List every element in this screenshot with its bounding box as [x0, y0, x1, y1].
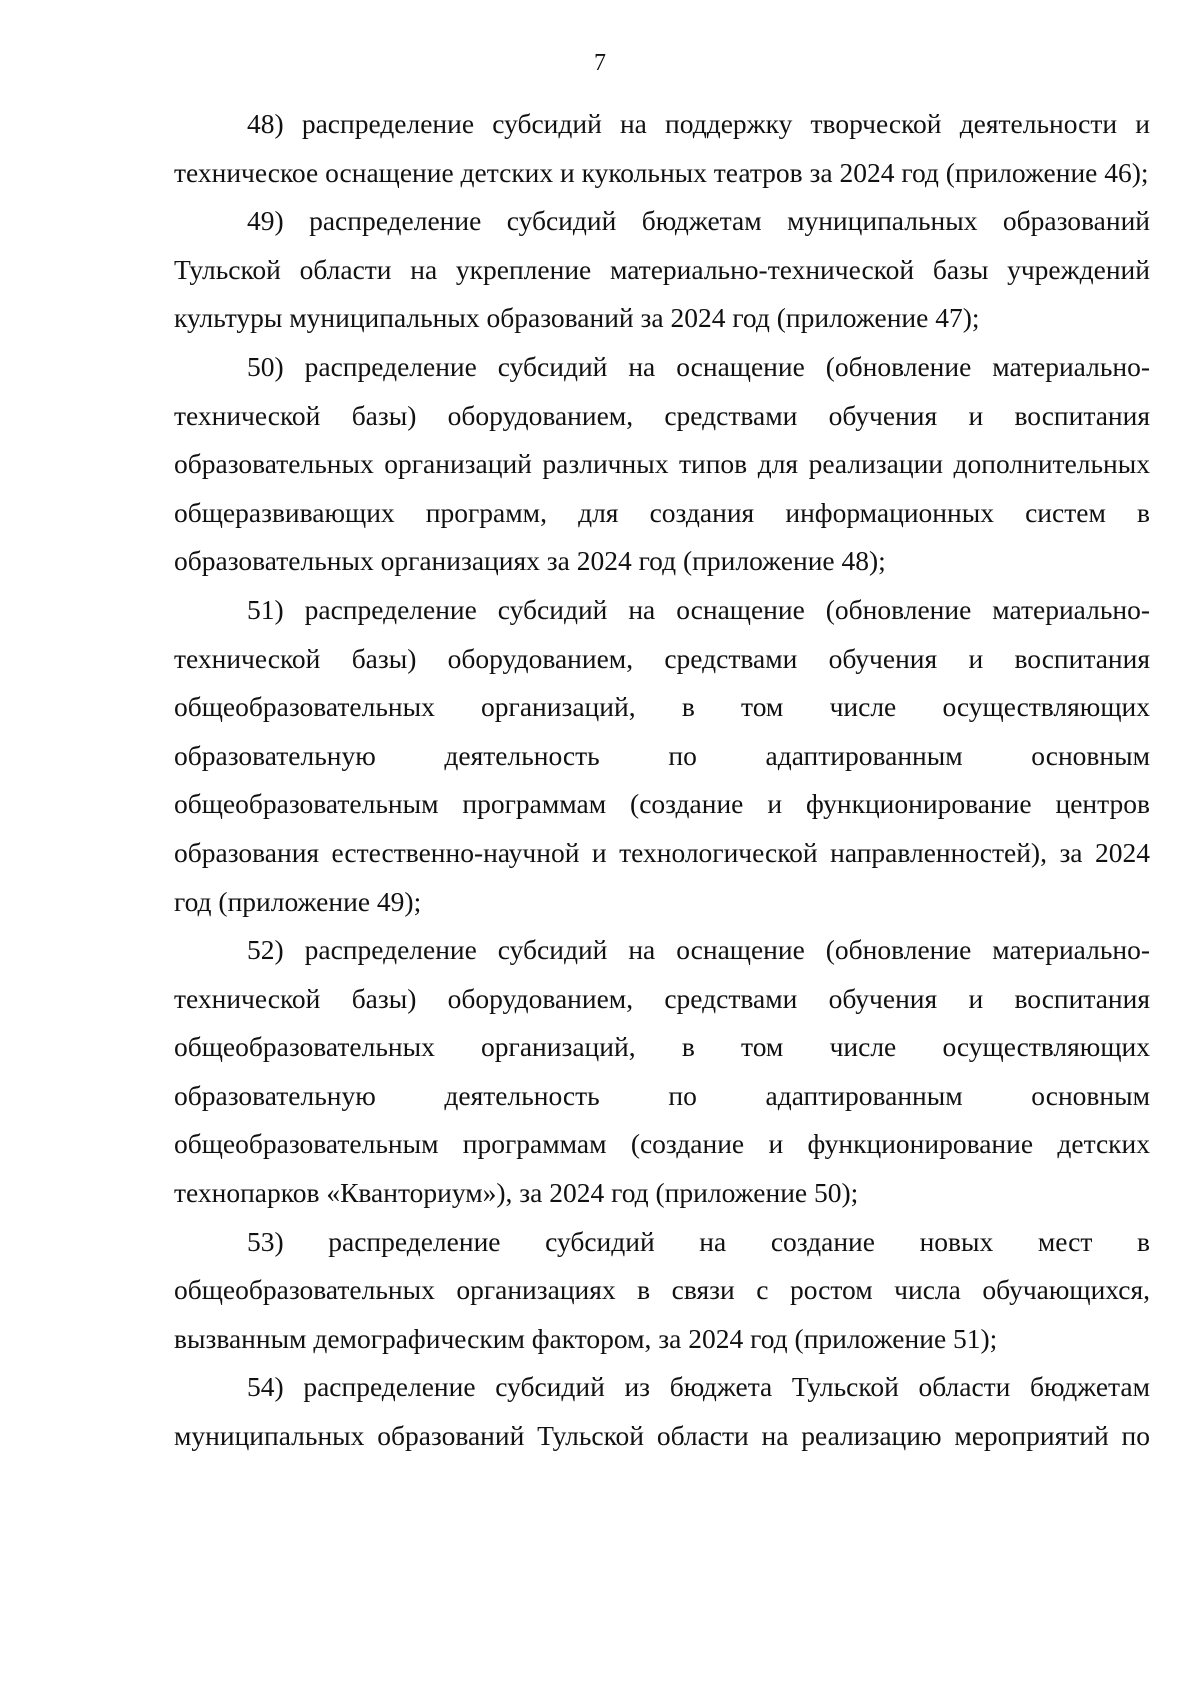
list-item-52: 52) распределение субсидий на оснащение (обновление материально-технической базы) оборудованием, средствами обучения и воспитания общеобразовательных организаций, в том числе осуществляющих образовательную деятельность по адаптированным основным общеобразовательным программам (создание и функционирование детских технопарков «Кванториум»), за 2024 год (приложение 50);	[174, 934, 1150, 1209]
list-item-49: 49) распределение субсидий бюджетам муниципальных образований Тульской области на укрепление материально-технической базы учреждений культуры муниципальных образований за 2024 год (приложение 47);	[174, 205, 1150, 334]
list-item-48: 48) распределение субсидий на поддержку творческой деятельности и техническое оснащение детских и кукольных театров за 2024 год (приложение 46);	[174, 108, 1150, 188]
page-number: 7	[594, 50, 606, 76]
list-item-50: 50) распределение субсидий на оснащение (обновление материально-технической базы) оборудованием, средствами обучения и воспитания образовательных организаций различных типов для реализации дополнительных общеразвивающих программ, для создания информационных систем в образовательных организациях за 2024 год (приложение 48);	[174, 350, 1150, 577]
document-body	[174, 100, 1150, 1461]
list-item-53: 53) распределение субсидий на создание новых мест в общеобразовательных организациях в связи с ростом числа обучающихся, вызванным демографическим фактором, за 2024 год (приложение 51);	[174, 1225, 1150, 1354]
list-item-54: 54) распределение субсидий из бюджета Тульской области бюджетам муниципальных образований Тульской области на реализацию мероприятий по	[174, 1371, 1150, 1452]
list-item-51: 51) распределение субсидий на оснащение (обновление материально-технической базы) оборудованием, средствами обучения и воспитания общеобразовательных организаций, в том числе осуществляющих образовательную деятельность по адаптированным основным общеобразовательным программам (создание и функционирование центров образования естественно-научной и технологической направленностей), за 2024 год (приложение 49);	[174, 593, 1150, 917]
